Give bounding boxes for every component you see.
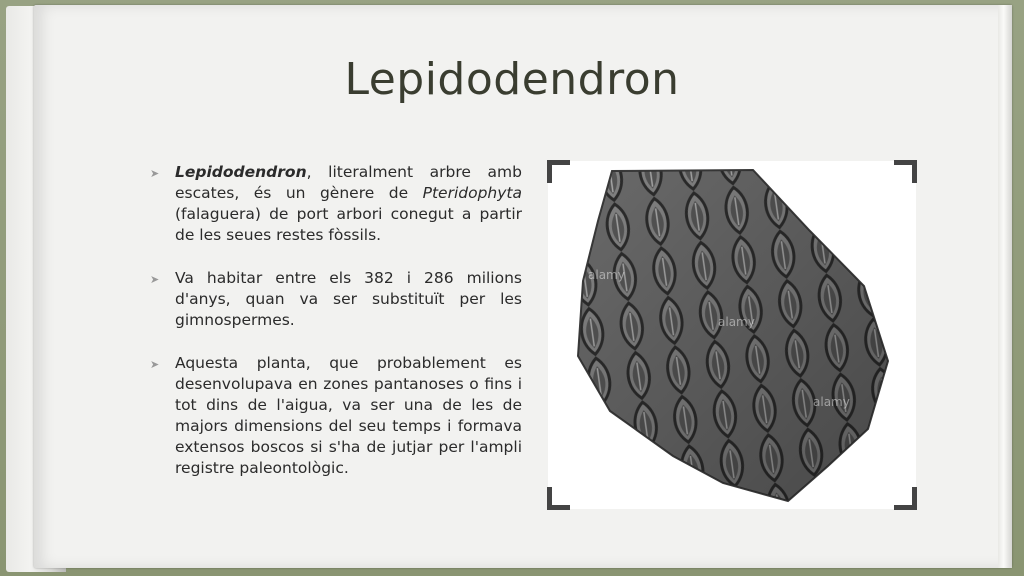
bullet-item (150, 353, 522, 479)
arrow-bullet-icon: ➤ (150, 273, 160, 286)
arrow-bullet-icon: ➤ (150, 167, 160, 180)
bullet-text: Va habitar entre els 382 i 286 milions d'anys, quan va ser substituït per les gimnospermes. (175, 269, 522, 329)
bullet-text: , literalment arbre amb escates, és un gènere de (175, 163, 522, 202)
frame-corner (894, 487, 917, 510)
bullet-text: Pteridophyta (422, 184, 522, 202)
arrow-bullet-icon: ➤ (150, 358, 160, 371)
bullet-text: Lepidodendron (175, 163, 307, 181)
frame-corner (547, 160, 570, 183)
slide-title: Lepidodendron (344, 54, 680, 105)
watermark: alamy (588, 268, 625, 282)
watermark: alamy (813, 395, 850, 409)
bullet-text: (falaguera) de port arbori conegut a partir de les seues restes fòssils. (175, 205, 522, 244)
bullet-item (150, 162, 522, 246)
frame-corner (547, 487, 570, 510)
bullet-text: Aquesta planta, que probablement es desenvolupava en zones pantanoses o fins i tot dins de l'aigua, va ser una de les de majors dimensions del seu temps i formava extensos boscos si s'ha de jutjar per l'ampli registre paleontològic. (175, 354, 522, 477)
bullet-item (150, 268, 522, 331)
frame-corner (894, 160, 917, 183)
bullet-list (150, 162, 522, 501)
fossil-image-frame (548, 161, 916, 509)
fossil-image (548, 161, 916, 509)
watermark: alamy (718, 315, 755, 329)
